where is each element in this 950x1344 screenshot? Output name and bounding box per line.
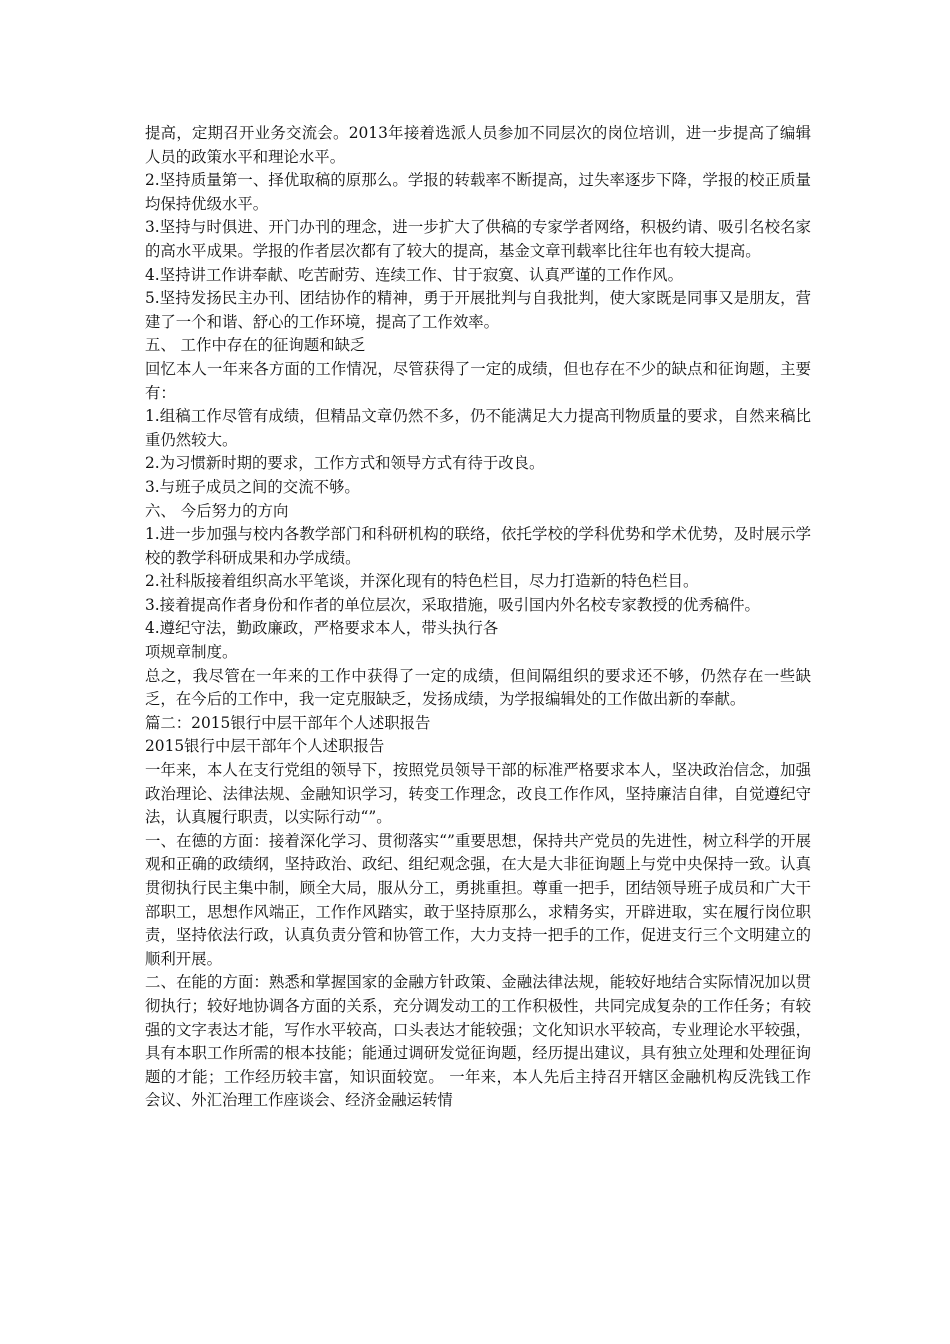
paragraph-10: 1.进一步加强与校内各教学部门和科研机构的联络，依托学校的学科优势和学术优势，及时展示学校的教学科研成果和办学成绩。 <box>145 525 811 567</box>
report-title: 2015银行中层干部年个人述职报告 <box>145 737 385 756</box>
paragraph-12: 3.接着提高作者身份和作者的单位层次，采取措施，吸引国内外名校专家教授的优秀稿件。 <box>145 595 760 614</box>
paragraph-11: 2.社科版接着组织高水平笔谈，并深化现有的特色栏目，尽力打造新的特色栏目。 <box>145 572 699 591</box>
paragraph-8: 2.为习惯新时期的要求，工作方式和领导方式有待于改良。 <box>145 454 545 473</box>
paragraph-15: 总之，我尽管在一年来的工作中获得了一定的成绩，但间隔组织的要求还不够，仍然存在一些缺乏，在今后的工作中，我一定克服缺乏，发扬成绩，为学报编辑处的工作做出新的奉献。 <box>145 666 811 709</box>
paragraph-3: 3.坚持与时俱进、开门办刊的理念，进一步扩大了供稿的专家学者网络，积极约请、吸引名校名家的高水平成果。学报的作者层次都有了较大的提高，基金文章刊载率比往年也有较大提高。 <box>145 218 811 260</box>
part-two-heading: 篇二：2015银行中层干部年个人述职报告 <box>145 713 431 732</box>
paragraph-17: 一、在德的方面：接着深化学习、贯彻落实“”重要思想，保持共产党员的先进性，树立科学的开展观和正确的政绩纲，坚持政治、政纪、组纪观念强，在大是大非征询题上与党中央保持一致。认真贯彻执行民主集中制，顾全大局，服从分工，勇挑重担。尊重一把手，团结领导班子成员和广大干部职工，思想作风端正，工作作风踏实，敢于坚持原那么，求精务实，开辟进取，实在履行岗位职责，坚持依法行政，认真负责分管和协管工作，大力支持一把手的工作，促进支行三个文明建立的顺利开展。 <box>145 831 811 968</box>
section-heading-6: 六、 今后努力的方向 <box>145 501 289 520</box>
document-body <box>145 122 811 1113</box>
paragraph-7: 1.组稿工作尽管有成绩，但精品文章仍然不多，仍不能满足大力提高刊物质量的要求，自然来稿比重仍然较大。 <box>145 407 811 449</box>
paragraph-9: 3.与班子成员之间的交流不够。 <box>145 477 360 496</box>
paragraph-13: 4.遵纪守法，勤政廉政，严格要求本人，带头执行各 <box>145 619 499 638</box>
paragraph-5: 5.坚持发扬民主办刊、团结协作的精神，勇于开展批判与自我批判，使大家既是同事又是朋友，营建了一个和谐、舒心的工作环境，提高了工作效率。 <box>145 289 811 331</box>
paragraph-14: 项规章制度。 <box>145 643 238 662</box>
paragraph-16: 一年来，本人在支行党组的领导下，按照党员领导干部的标准严格要求本人，坚决政治信念，加强政治理论、法律法规、金融知识学习，转变工作理念，改良工作作风，坚持廉洁自律，自觉遵纪守法，认真履行职责，以实际行动“”。 <box>145 761 811 827</box>
paragraph-18: 二、在能的方面：熟悉和掌握国家的金融方针政策、金融法律法规，能较好地结合实际情况加以贯彻执行；较好地协调各方面的关系，充分调发动工的工作积极性，共同完成复杂的工作任务；有较强的文字表达才能，写作水平较高，口头表达才能较强；文化知识水平较高，专业理论水平较强，具有本职工作所需的根本技能；能通过调研发觉征询题，经历提出建议，具有独立处理和处理征询题的才能；工作经历较丰富，知识面较宽。 一年来，本人先后主持召开辖区金融机构反洗钱工作会议、外汇治理工作座谈会、经济金融运转情 <box>145 973 811 1110</box>
section-heading-5: 五、 工作中存在的征询题和缺乏 <box>145 336 366 355</box>
paragraph-4: 4.坚持讲工作讲奉献、吃苦耐劳、连续工作、甘于寂寞、认真严谨的工作作风。 <box>145 265 683 284</box>
paragraph-6: 回忆本人一年来各方面的工作情况，尽管获得了一定的成绩，但也存在不少的缺点和征询题，主要有： <box>145 359 811 402</box>
paragraph-2: 2.坚持质量第一、择优取稿的原那么。学报的转载率不断提高，过失率逐步下降，学报的校正质量均保持优级水平。 <box>145 171 811 213</box>
paragraph-1: 提高，定期召开业务交流会。2013年接着选派人员参加不同层次的岗位培训，进一步提高了编辑人员的政策水平和理论水平。 <box>145 124 811 166</box>
